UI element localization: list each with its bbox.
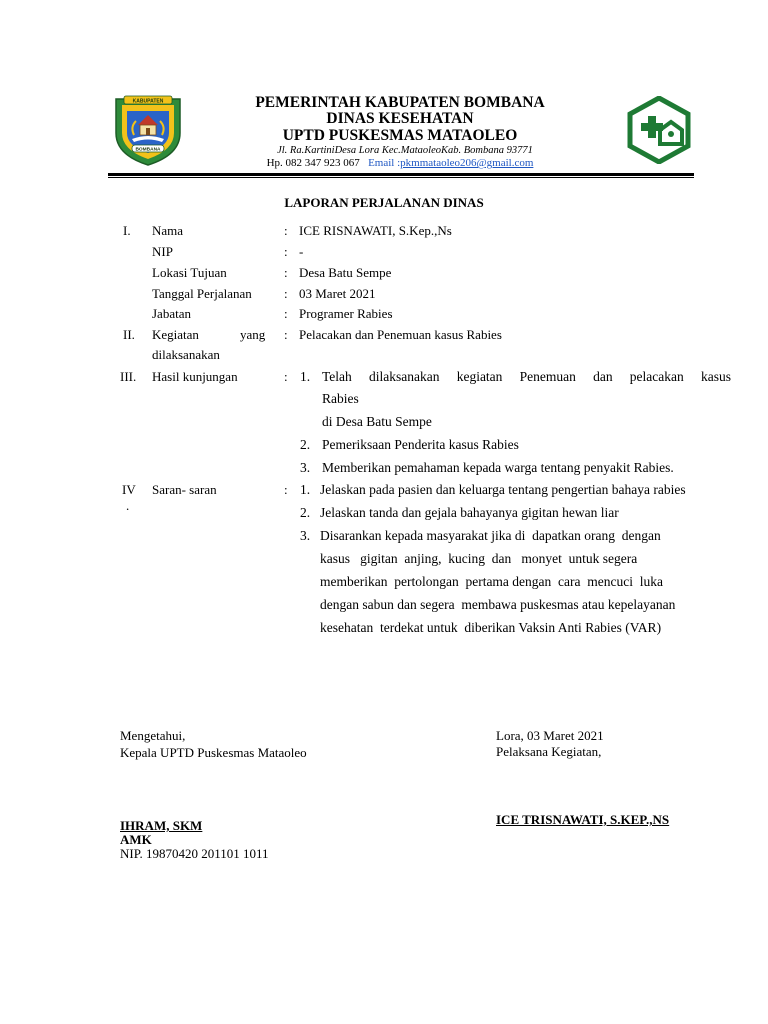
saran-item-number: 2. bbox=[300, 505, 311, 520]
saran-item-text-cont: dengan sabun dan segera membawa puskesmas atau kepelayanan bbox=[320, 597, 676, 612]
section-number-i: I. bbox=[123, 223, 131, 238]
field-label-lokasi: Lokasi Tujuan bbox=[152, 265, 227, 280]
field-value-tanggal: 03 Maret 2021 bbox=[299, 286, 376, 301]
field-colon: : bbox=[284, 327, 288, 342]
logo-text-top: KABUPATEN bbox=[132, 98, 164, 105]
hasil-item-text-cont: di Desa Batu Sempe bbox=[322, 414, 432, 429]
signature-left-acknowledge: Mengetahui, bbox=[120, 728, 186, 743]
field-colon: : bbox=[284, 306, 288, 321]
saran-item-number: 3. bbox=[300, 528, 311, 543]
saran-item-text-cont: kasus gigitan anjing, kucing dan monyet untuk segera bbox=[320, 551, 638, 566]
letterhead-unit: UPTD PUSKESMAS MATAOLEO bbox=[282, 127, 518, 144]
field-label-nama: Nama bbox=[152, 223, 184, 238]
letterhead-rule-thin bbox=[108, 177, 694, 178]
email-label: Email : bbox=[368, 157, 401, 169]
signature-right-place-date: Lora, 03 Maret 2021 bbox=[496, 728, 604, 743]
saran-label: Saran- saran bbox=[152, 482, 217, 497]
section-number-iv: IV bbox=[122, 482, 136, 497]
phone-number: Hp. 082 347 923 067 bbox=[266, 157, 360, 169]
signature-left-name: IHRAM, SKM bbox=[120, 818, 203, 833]
field-label-jabatan: Jabatan bbox=[152, 306, 191, 321]
field-colon: : bbox=[284, 482, 288, 497]
section-number-iv-dot: . bbox=[126, 498, 130, 513]
field-label-nip: NIP bbox=[152, 244, 173, 259]
field-value-jabatan: Programer Rabies bbox=[299, 306, 393, 321]
logo-text-bottom: BOMBANA bbox=[135, 147, 161, 153]
hasil-item-text: Memberikan pemahaman kepada warga tentang penyakit Rabies. bbox=[322, 460, 674, 475]
hasil-item-number: 3. bbox=[300, 460, 311, 475]
field-value-nama: ICE RISNAWATI, S.Kep.,Ns bbox=[299, 223, 452, 238]
saran-item-text: Jelaskan pada pasien dan keluarga tentang pengertian bahaya rabies bbox=[320, 482, 686, 497]
field-colon: : bbox=[284, 244, 288, 259]
kegiatan-label-a: Kegiatan bbox=[152, 327, 199, 342]
hasil-item-number: 2. bbox=[300, 437, 311, 452]
hasil-item-text-cont: Rabies bbox=[322, 391, 359, 406]
field-label-tanggal: Tanggal Perjalanan bbox=[152, 286, 252, 301]
report-title: LAPORAN PERJALANAN DINAS bbox=[284, 195, 484, 210]
field-colon: : bbox=[284, 369, 288, 384]
field-value-lokasi: Desa Batu Sempe bbox=[299, 265, 392, 280]
section-number-iii: III. bbox=[120, 369, 137, 384]
saran-item-text: Disarankan kepada masyarakat jika di dapatkan orang dengan bbox=[320, 528, 661, 543]
letterhead-government: PEMERINTAH KABUPATEN BOMBANA bbox=[255, 94, 545, 111]
letterhead-contact bbox=[230, 157, 570, 169]
email-link[interactable]: pkmmataoleo206@gmail.com bbox=[400, 157, 534, 169]
letterhead-rule-thick bbox=[108, 173, 694, 176]
hasil-item-text: Telah dilaksanakan kegiatan Penemuan dan pelacakan kasus bbox=[322, 369, 731, 384]
signature-right-position: Pelaksana Kegiatan, bbox=[496, 744, 602, 759]
signature-left-degree: AMK bbox=[120, 832, 152, 847]
saran-item-text: Jelaskan tanda dan gejala bahayanya gigitan hewan liar bbox=[320, 505, 619, 520]
field-value-nip: - bbox=[299, 244, 304, 259]
saran-item-text-cont: memberikan pertolongan pertama dengan cara mencuci luka bbox=[320, 574, 663, 589]
field-colon: : bbox=[284, 223, 288, 238]
kabupaten-bombana-logo-icon bbox=[112, 93, 184, 167]
kegiatan-value: Pelacakan dan Penemuan kasus Rabies bbox=[299, 327, 502, 342]
letterhead-department: DINAS KESEHATAN bbox=[326, 110, 474, 127]
letterhead-address: Jl. Ra.KartiniDesa Lora Kec.MataoleoKab. Bombana 93771 bbox=[277, 145, 533, 156]
kegiatan-label-b: yang bbox=[240, 327, 266, 342]
field-colon: : bbox=[284, 265, 288, 280]
signature-left-position: Kepala UPTD Puskesmas Mataoleo bbox=[120, 745, 307, 760]
saran-item-text-cont: kesehatan terdekat untuk diberikan Vaksin Anti Rabies (VAR) bbox=[320, 620, 662, 635]
saran-item-number: 1. bbox=[300, 482, 311, 497]
hasil-item-number: 1. bbox=[300, 369, 311, 384]
signature-left-nip: NIP. 19870420 201101 1011 bbox=[120, 846, 269, 861]
hasil-item-text: Pemeriksaan Penderita kasus Rabies bbox=[322, 437, 519, 452]
hasil-label: Hasil kunjungan bbox=[152, 369, 238, 384]
section-number-ii: II. bbox=[123, 327, 135, 342]
puskesmas-logo-icon bbox=[626, 96, 692, 164]
kegiatan-label-c: dilaksanakan bbox=[152, 347, 220, 362]
field-colon: : bbox=[284, 286, 288, 301]
signature-right-name: ICE TRISNAWATI, S.KEP.,NS bbox=[496, 812, 670, 827]
